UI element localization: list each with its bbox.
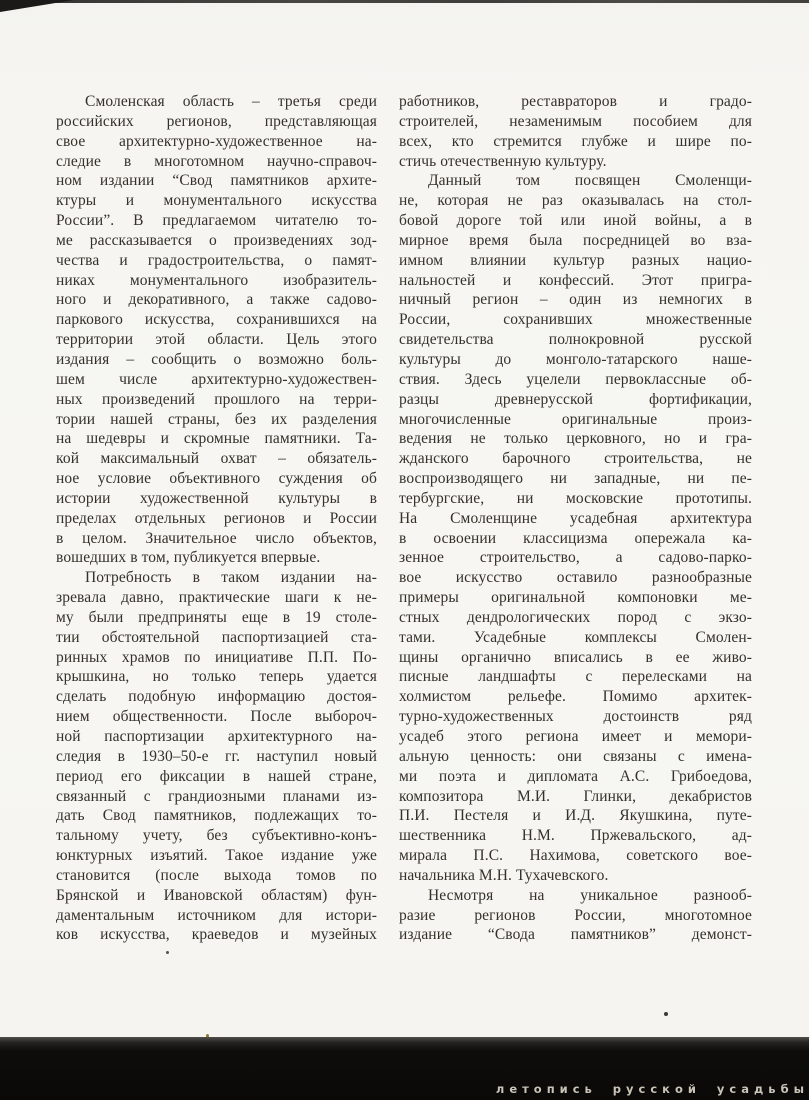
text-line: вошедших в том, публикуется впервые. <box>56 549 321 567</box>
text-line: му были предприняты еще в 19 столе- <box>56 608 377 626</box>
text-line: бовой дороге той или иной войны, а в <box>399 212 752 230</box>
text-line: зревала давно, практические шаги к не- <box>56 589 377 607</box>
text-line: тии обстоятельной паспортизацией ста- <box>56 628 377 646</box>
text-line: дать Свод памятников, подлежащих то- <box>56 807 377 825</box>
text-line: связанный с грандиозными планами из- <box>56 787 377 805</box>
text-line: свидетельства полнокровной русской <box>399 331 752 349</box>
text-line: территории этой области. Цель этого <box>56 331 377 349</box>
text-line: вое искусство оставило разнообразные <box>399 569 752 587</box>
text-line: культуры до монголо-татарского наше- <box>399 350 752 368</box>
text-line: России”. В предлагаемом читателю то- <box>56 212 377 230</box>
text-line: ствия. Здесь уцелели первоклассные об- <box>399 370 752 388</box>
scan-speck <box>166 951 169 954</box>
text-line: ринных храмов по инициативе П.П. По- <box>56 648 377 666</box>
text-line: тербургские, ни московские прототипы. <box>399 489 752 507</box>
text-line: усадеб этого региона имеет и мемори- <box>399 728 752 745</box>
series-caption: летопись русской усадьбы <box>495 1082 809 1096</box>
text-line: ной паспортизации архитектурного на- <box>56 728 377 745</box>
text-line: никах монументального изобразитель- <box>56 271 377 289</box>
text-line: нальностей и конфессий. Этот пригра- <box>399 271 752 289</box>
text-line: тами. Усадебные комплексы Смолен- <box>399 628 752 646</box>
text-line: композитора М.И. Глинки, декабристов <box>399 787 752 805</box>
text-line: сделать подобную информацию достоя- <box>56 688 377 706</box>
text-line: щины органично вписались в ее живо- <box>399 648 752 666</box>
text-line: Брянской и Ивановской областям) фун- <box>56 886 377 904</box>
text-line: тории нашей страны, без их разделения <box>56 410 377 428</box>
text-line: шем числе архитектурно-художествен- <box>56 370 377 388</box>
text-line: кой максимальный охват – обязатель- <box>56 450 377 468</box>
text-line: стных дендрологических пород с экзо- <box>399 608 752 626</box>
text-line: жданского барочного строительства, не <box>399 450 752 468</box>
text-line: шественника Н.М. Пржевальского, ад- <box>399 827 752 845</box>
text-line: издания – сообщить о возможно боль- <box>56 350 377 368</box>
text-line: ничный регион – один из немногих в <box>399 291 752 309</box>
text-line: юнктурных изъятий. Такое издание уже <box>56 847 377 865</box>
text-line: ми поэта и дипломата А.С. Грибоедова, <box>399 767 752 785</box>
text-line: писные ландшафты с перелесками на <box>399 668 752 686</box>
scan-speck <box>664 1012 668 1016</box>
text-line: не, которая не раз оказывалась на стол- <box>399 192 752 210</box>
text-line: Потребность в таком издании на- <box>85 569 377 587</box>
text-line: тальному учету, без субъективно-конъ- <box>56 827 377 845</box>
text-line: следие в многотомном научно-справоч- <box>56 152 377 170</box>
text-line: ме рассказывается о произведениях зод- <box>56 231 377 249</box>
text-line: многочисленные оригинальные произ- <box>399 410 752 428</box>
text-line: ведения не только церковного, но и гра- <box>399 430 752 448</box>
text-line: в целом. Значительное число объектов, <box>56 529 377 547</box>
text-line: холмистом рельефе. Помимо архитек- <box>399 688 752 706</box>
text-line: турно-художественных достоинств ряд <box>399 708 752 726</box>
text-line: российских регионов, представляющая <box>56 112 377 130</box>
text-line: имном влиянии культур разных нацио- <box>399 251 752 269</box>
text-line: альную ценность: они связаны с имена- <box>399 747 752 765</box>
text-line: всех, кто стремится глубже и шире по- <box>399 132 752 150</box>
text-line: работников, реставраторов и градо- <box>399 93 752 110</box>
text-line: в освоении классицизма опережала ка- <box>399 529 752 547</box>
text-column-left <box>56 92 377 945</box>
text-line: мирное время была посредницей во вза- <box>399 231 752 249</box>
text-line: ное условие объективного суждения об <box>56 470 377 488</box>
text-line: зенное строительство, а садово-парко- <box>399 549 752 567</box>
text-line: становится (после выхода томов по <box>56 866 377 884</box>
text-line: ных произведений прошлого на терри- <box>56 390 377 408</box>
text-line: Несмотря на уникальное разнооб- <box>428 886 752 904</box>
text-line: ного и декоративного, а также садово- <box>56 291 377 309</box>
text-line: Данный том посвящен Смоленщи- <box>428 172 752 190</box>
text-line: на шедевры и скромные памятники. Та- <box>56 430 377 448</box>
text-line: стичь отечественную культуру. <box>399 152 607 170</box>
text-line: нием общественности. После выбороч- <box>56 708 377 726</box>
text-line: строителей, незаменимым пособием для <box>399 112 752 130</box>
text-line: воспроизводящего ни западные, ни пе- <box>399 470 752 488</box>
footer-black-band <box>0 1037 809 1100</box>
text-line: даментальным источником для истори- <box>56 906 377 924</box>
text-line: издание “Свода памятников” демонст- <box>399 926 752 944</box>
text-line: разцы древнерусской фортификации, <box>399 390 752 408</box>
text-line: П.И. Пестеля и И.Д. Якушкина, путе- <box>399 807 752 825</box>
text-line: Смоленская область – третья среди <box>85 93 377 110</box>
text-line: период его фиксации в нашей стране, <box>56 767 377 785</box>
text-line: ном издании “Свод памятников архите- <box>56 172 377 190</box>
text-column-right <box>399 92 752 945</box>
page-top-edge-shadow <box>0 0 809 3</box>
text-line: следия в 1930–50-е гг. наступил новый <box>56 747 377 765</box>
text-line: России, сохранивших множественные <box>399 311 752 329</box>
text-line: примеры оригинальной компоновки ме- <box>399 589 752 607</box>
text-line: чества и градостроительства, о памят- <box>56 251 377 269</box>
text-line: свое архитектурно-художественное на- <box>56 132 377 150</box>
text-line: крышкина, но только теперь удается <box>56 668 377 686</box>
text-line: разие регионов России, многотомное <box>399 906 752 924</box>
text-line: начальника М.Н. Тухачевского. <box>399 866 609 884</box>
text-line: мирала П.С. Нахимова, советского вое- <box>399 847 752 865</box>
text-line: пределах отдельных регионов и России <box>56 509 377 527</box>
text-line: паркового искусства, сохранившихся на <box>56 311 377 329</box>
text-line: ков искусства, краеведов и музейных <box>56 926 377 944</box>
text-line: ктуры и монументального искусства <box>56 192 377 210</box>
text-line: На Смоленщине усадебная архитектура <box>399 509 752 527</box>
text-line: истории художественной культуры в <box>56 489 377 507</box>
